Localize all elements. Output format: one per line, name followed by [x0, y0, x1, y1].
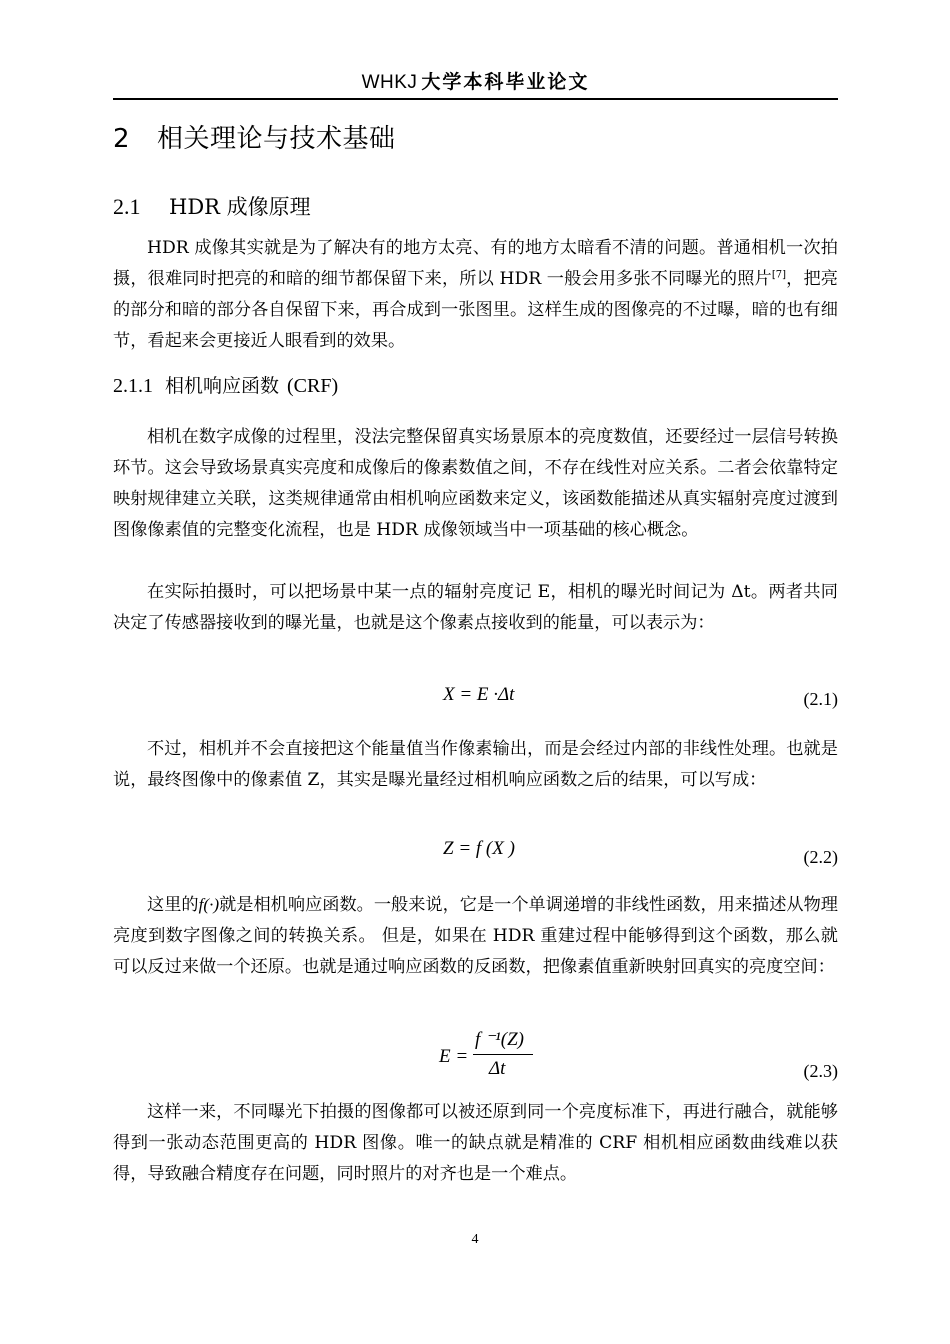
- paragraph-3: 在实际拍摄时，可以把场景中某一点的辐射亮度记 E，相机的曝光时间记为 Δt。两者共同决定了传感器接收到的曝光量，也就是这个像素点接收到的能量，可以表示为：: [113, 582, 838, 633]
- section-title: HDR 成像原理: [169, 195, 311, 219]
- equation-2-2-number: (2.2): [803, 847, 838, 867]
- subsection-title: 相机响应函数: [165, 375, 280, 397]
- equation-2-2-expression: Z = f (X ): [443, 838, 515, 859]
- chapter-title: 相关理论与技术基础: [157, 124, 396, 154]
- paragraph-5-text-a: 这里的: [147, 895, 199, 915]
- equation-2-2: [113, 834, 838, 868]
- fraction-bar: [473, 1054, 533, 1055]
- page-number: 4: [471, 1232, 479, 1247]
- equation-2-3-numerator: f ⁻¹(Z): [475, 1029, 524, 1050]
- equation-2-1: [113, 680, 838, 714]
- equation-2-3-lhs: E =: [439, 1046, 469, 1067]
- paragraph-1-text-b: ，把亮的部分和暗的部分各自保留下来，再合成到一张图里。这样生成的图像亮的不过曝，暗的也有细节，看起来会更接近人眼看到的效果。: [113, 269, 838, 351]
- equation-2-1-number: (2.1): [803, 689, 838, 709]
- paragraph-5: [113, 889, 838, 983]
- running-header: [113, 70, 838, 95]
- section-heading: [113, 192, 311, 222]
- chapter-heading: [113, 122, 396, 156]
- equation-2-1-expression: X = E ·Δt: [443, 684, 515, 705]
- paragraph-2: 相机在数字成像的过程里，没法完整保留真实场景原本的亮度数值，还要经过一层信号转换环节。这会导致场景真实亮度和成像后的像素数值之间，不存在线性对应关系。二者会依靠特定映射规律建立关联，这类规律通常由相机响应函数来定义，该函数能描述从真实辐射亮度过渡到图像像素值的完整变化流程，也是 HDR 成像领域当中一项基础的核心概念。: [113, 427, 838, 540]
- equation-2-3-number: (2.3): [803, 1061, 838, 1081]
- subsection-abbr: (CRF): [287, 375, 339, 397]
- subsection-heading: [113, 372, 338, 400]
- chapter-number: 2: [113, 124, 131, 154]
- citation-7: [7]: [771, 269, 787, 281]
- paragraph-6: 这样一来，不同曝光下拍摄的图像都可以被还原到同一个亮度标准下，再进行融合，就能够得到一张动态范围更高的 HDR 图像。唯一的缺点就是精准的 CRF 相机相应函数曲线难以获得，导致融合精度存在问题，同时照片的对齐也是一个难点。: [113, 1102, 838, 1184]
- equation-2-3: [113, 1030, 838, 1080]
- paragraph-4: 不过，相机并不会直接把这个能量值当作像素输出，而是会经过内部的非线性处理。也就是说，最终图像中的像素值 Z，其实是曝光量经过相机响应函数之后的结果，可以写成：: [113, 739, 838, 790]
- paragraph-1-text-a: HDR 成像其实就是为了解决有的地方太亮、有的地方太暗看不清的问题。普通相机一次拍摄，很难同时把亮的和暗的细节都保留下来，所以 HDR 一般会用多张不同曝光的照片: [113, 238, 838, 289]
- function-symbol: f(·): [198, 895, 220, 914]
- subsection-number: 2.1.1: [113, 375, 153, 397]
- header-right: 大学本科毕业论文: [421, 71, 590, 93]
- equation-2-3-denominator: Δt: [489, 1058, 506, 1079]
- header-left: WHKJ: [361, 72, 418, 93]
- header-rule: [113, 98, 838, 100]
- paragraph-1: [113, 233, 838, 357]
- section-number: 2.1: [113, 194, 141, 219]
- paragraph-5-text-b: 就是相机响应函数。一般来说，它是一个单调递增的非线性函数，用来描述从物理亮度到数字图像之间的转换关系。 但是，如果在 HDR 重建过程中能够得到这个函数，那么就可以反过来做一个还原。也就是通过响应函数的反函数，把像素值重新映射回真实的亮度空间：: [113, 895, 838, 977]
